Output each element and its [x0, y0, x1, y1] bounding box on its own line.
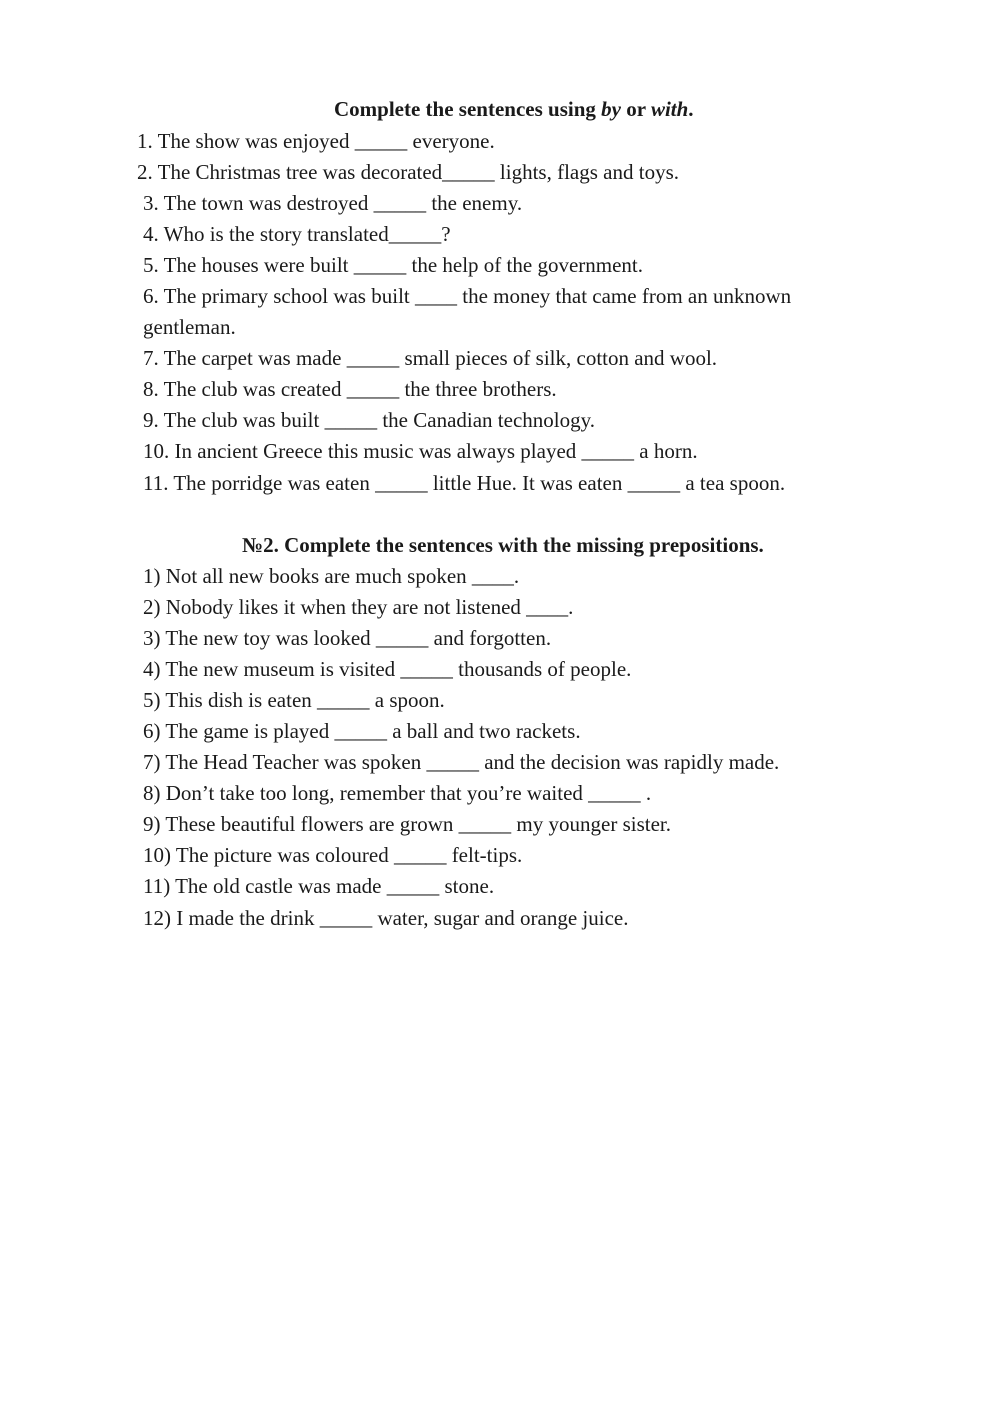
section2-item: 3) The new toy was looked _____ and forgotten. [143, 626, 552, 650]
section1-item: 11. The porridge was eaten _____ little Hue. It was eaten _____ a tea spoon. [143, 471, 786, 495]
section1-title-word-by: by [601, 97, 621, 121]
section2-item: 11) The old castle was made _____ stone. [143, 874, 495, 898]
section1-item: 2. The Christmas tree was decorated_____ lights, flags and toys. [137, 160, 680, 184]
section1-title-or: or [620, 97, 651, 121]
section1-item: 7. The carpet was made _____ small pieces of silk, cotton and wool. [143, 346, 718, 370]
section1-title-end: . [688, 97, 694, 121]
section1-item-continuation: gentleman. [143, 315, 236, 339]
section2-item: 9) These beautiful flowers are grown _____ my younger sister. [143, 812, 671, 836]
section2-item: 4) The new museum is visited _____ thousands of people. [143, 657, 632, 681]
section1-item: 3. The town was destroyed _____ the enemy. [143, 191, 523, 215]
section2-item: 2) Nobody likes it when they are not listened ____. [143, 595, 574, 619]
section1-title-lead: Complete the sentences using [334, 97, 602, 121]
section2-item: 12) I made the drink _____ water, sugar and orange juice. [143, 906, 629, 930]
section2-item: 8) Don’t take too long, remember that you’re waited _____ . [143, 781, 652, 805]
section1-title [334, 97, 694, 121]
section2-item: 10) The picture was coloured _____ felt-tips. [143, 843, 523, 867]
section2-item: 1) Not all new books are much spoken ____. [143, 564, 520, 588]
section1-item: 8. The club was created _____ the three brothers. [143, 377, 557, 401]
section1-item: 10. In ancient Greece this music was always played _____ a horn. [143, 439, 698, 463]
section1-item: 1. The show was enjoyed _____ everyone. [137, 129, 495, 153]
section2-item: 6) The game is played _____ a ball and two rackets. [143, 719, 581, 743]
section2-item: 7) The Head Teacher was spoken _____ and the decision was rapidly made. [143, 750, 780, 774]
section1-title-word-with: with [650, 97, 689, 121]
section1-item: 5. The houses were built _____ the help of the government. [143, 253, 644, 277]
section1-item: 6. The primary school was built ____ the money that came from an unknown [143, 284, 792, 308]
section1-item: 4. Who is the story translated_____? [143, 222, 451, 246]
section1-item: 9. The club was built _____ the Canadian technology. [143, 408, 595, 432]
section2-item: 5) This dish is eaten _____ a spoon. [143, 688, 445, 712]
section2-title: №2. Complete the sentences with the missing prepositions. [242, 533, 764, 557]
